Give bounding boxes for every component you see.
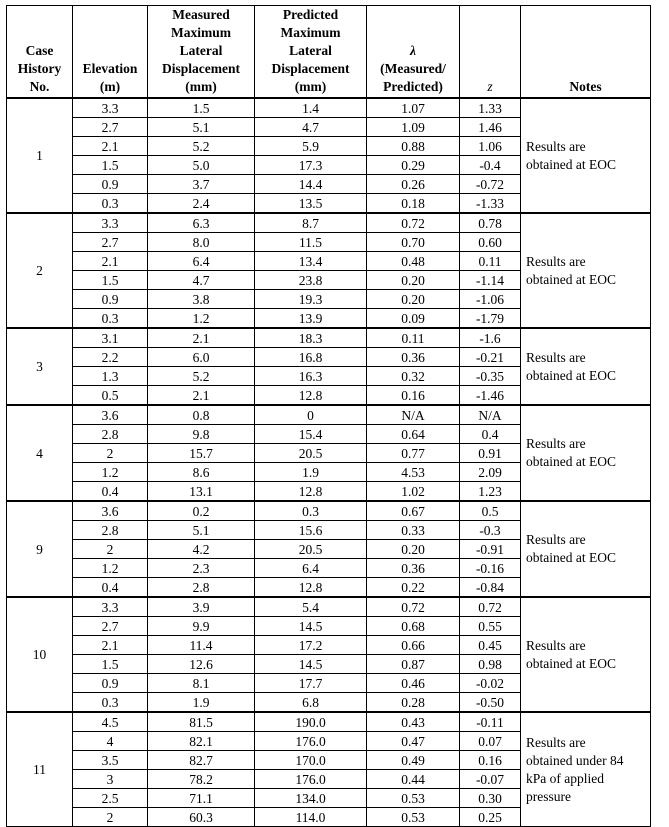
z-cell: -0.72 [460,175,521,194]
measured-cell: 8.1 [148,674,255,693]
z-cell: 1.06 [460,137,521,156]
z-cell: 0.16 [460,751,521,770]
notes-line: kPa of applied [526,770,604,786]
measured-cell: 9.9 [148,617,255,636]
elevation-cell: 0.3 [73,194,148,214]
lambda-cell: 0.68 [367,617,460,636]
measured-cell: 6.0 [148,348,255,367]
predicted-cell: 1.4 [255,98,367,118]
z-cell: -1.33 [460,194,521,214]
lambda-cell: 4.53 [367,463,460,482]
predicted-cell: 13.4 [255,252,367,271]
notes-cell [521,597,651,712]
lambda-cell: 0.20 [367,271,460,290]
notes-line: Results are [526,734,586,750]
lambda-cell: 0.18 [367,194,460,214]
case-number: 3 [7,328,73,405]
measured-cell: 60.3 [148,808,255,827]
elevation-cell: 1.3 [73,367,148,386]
measured-cell: 0.2 [148,501,255,521]
elevation-cell: 2.5 [73,789,148,808]
elevation-cell: 3.3 [73,597,148,617]
notes-line: obtained at EOC [526,655,616,671]
notes-line: Results are [526,138,586,154]
z-cell: -0.4 [460,156,521,175]
measured-cell: 4.7 [148,271,255,290]
measured-cell: 3.7 [148,175,255,194]
elevation-cell: 2.8 [73,425,148,444]
elevation-cell: 1.5 [73,271,148,290]
notes-line: pressure [526,788,571,804]
elevation-cell: 3.1 [73,328,148,348]
predicted-cell: 12.8 [255,482,367,502]
lambda-cell: 0.16 [367,386,460,406]
predicted-cell: 13.5 [255,194,367,214]
predicted-cell: 14.5 [255,655,367,674]
lambda-cell: 0.28 [367,693,460,713]
predicted-cell: 176.0 [255,732,367,751]
lambda-cell: 0.53 [367,789,460,808]
lambda-cell: 0.88 [367,137,460,156]
lambda-cell: 0.33 [367,521,460,540]
header-elevation: Elevation (m) [73,6,148,99]
measured-cell: 5.0 [148,156,255,175]
predicted-cell: 134.0 [255,789,367,808]
notes-cell [521,213,651,328]
notes-line: Results are [526,349,586,365]
lambda-cell: 0.43 [367,712,460,732]
z-cell: -0.02 [460,674,521,693]
z-cell: 0.98 [460,655,521,674]
elevation-cell: 2.2 [73,348,148,367]
lambda-cell: 0.66 [367,636,460,655]
measured-cell: 2.4 [148,194,255,214]
predicted-cell: 15.4 [255,425,367,444]
case-number: 9 [7,501,73,597]
notes-cell [521,98,651,213]
predicted-cell: 190.0 [255,712,367,732]
lambda-cell: 0.48 [367,252,460,271]
table-row [7,213,651,233]
case-number: 1 [7,98,73,213]
elevation-cell: 4 [73,732,148,751]
elevation-cell: 2.1 [73,137,148,156]
measured-cell: 5.2 [148,367,255,386]
lambda-cell: 0.72 [367,597,460,617]
z-cell: -0.21 [460,348,521,367]
measured-cell: 11.4 [148,636,255,655]
elevation-cell: 0.4 [73,482,148,502]
measured-cell: 2.8 [148,578,255,598]
notes-cell [521,501,651,597]
elevation-cell: 2.7 [73,118,148,137]
lambda-cell: 0.20 [367,540,460,559]
z-cell: -1.14 [460,271,521,290]
z-cell: -0.35 [460,367,521,386]
elevation-cell: 2 [73,444,148,463]
notes-cell [521,405,651,501]
z-cell: 0.45 [460,636,521,655]
lambda-cell: 0.09 [367,309,460,329]
measured-cell: 2.1 [148,386,255,406]
lambda-cell: 0.64 [367,425,460,444]
measured-cell: 78.2 [148,770,255,789]
z-cell: 0.60 [460,233,521,252]
predicted-cell: 170.0 [255,751,367,770]
elevation-cell: 3.3 [73,98,148,118]
notes-line: obtained at EOC [526,454,616,469]
predicted-cell: 12.8 [255,578,367,598]
elevation-cell: 2.7 [73,233,148,252]
lambda-cell: 1.07 [367,98,460,118]
elevation-cell: 0.9 [73,175,148,194]
z-cell: 1.23 [460,482,521,502]
header-measured: Measured Maximum Lateral Displacement (mm) [148,6,255,99]
case-number: 10 [7,597,73,712]
z-cell: 0.07 [460,732,521,751]
header-z: z [460,6,521,99]
z-cell: 0.4 [460,425,521,444]
elevation-cell: 2 [73,540,148,559]
z-cell: 0.5 [460,501,521,521]
predicted-cell: 6.4 [255,559,367,578]
z-cell: 0.25 [460,808,521,827]
measured-cell: 8.6 [148,463,255,482]
elevation-cell: 2 [73,808,148,827]
predicted-cell: 8.7 [255,213,367,233]
measured-cell: 8.0 [148,233,255,252]
notes-cell [521,712,651,827]
table-body [7,98,651,827]
lambda-cell: 0.29 [367,156,460,175]
table-row [7,501,651,521]
lambda-cell: 0.26 [367,175,460,194]
measured-cell: 3.8 [148,290,255,309]
z-cell: -1.6 [460,328,521,348]
measured-cell: 71.1 [148,789,255,808]
lambda-cell: 1.09 [367,118,460,137]
measured-cell: 3.9 [148,597,255,617]
z-cell: -1.06 [460,290,521,309]
lambda-cell: 0.32 [367,367,460,386]
header-case: Case History No. [7,6,73,99]
measured-cell: 9.8 [148,425,255,444]
lambda-cell: 0.44 [367,770,460,789]
measured-cell: 81.5 [148,712,255,732]
lambda-cell: 1.02 [367,482,460,502]
header-row [7,6,651,99]
notes-line: Results are [526,436,586,451]
lambda-cell: 0.77 [367,444,460,463]
table-row [7,328,651,348]
table-row [7,405,651,425]
predicted-cell: 17.2 [255,636,367,655]
predicted-cell: 6.8 [255,693,367,713]
notes-line: obtained at EOC [526,550,616,565]
lambda-cell: 0.20 [367,290,460,309]
lambda-cell: N/A [367,405,460,425]
header-notes: Notes [521,6,651,99]
predicted-cell: 16.3 [255,367,367,386]
notes-cell [521,328,651,405]
elevation-cell: 0.4 [73,578,148,598]
lambda-cell: 0.53 [367,808,460,827]
lambda-cell: 0.46 [367,674,460,693]
elevation-cell: 1.5 [73,655,148,674]
z-cell: N/A [460,405,521,425]
z-cell: 0.78 [460,213,521,233]
z-cell: 1.33 [460,98,521,118]
z-cell: -0.11 [460,712,521,732]
predicted-cell: 23.8 [255,271,367,290]
elevation-cell: 3.5 [73,751,148,770]
lambda-cell: 0.72 [367,213,460,233]
notes-line: Results are [526,637,586,653]
predicted-cell: 5.4 [255,597,367,617]
predicted-cell: 12.8 [255,386,367,406]
predicted-cell: 13.9 [255,309,367,329]
predicted-cell: 4.7 [255,118,367,137]
lambda-cell: 0.22 [367,578,460,598]
measured-cell: 2.3 [148,559,255,578]
measured-cell: 1.5 [148,98,255,118]
elevation-cell: 4.5 [73,712,148,732]
predicted-cell: 11.5 [255,233,367,252]
z-cell: -0.16 [460,559,521,578]
measured-cell: 13.1 [148,482,255,502]
elevation-cell: 1.2 [73,559,148,578]
elevation-cell: 3.6 [73,501,148,521]
measured-cell: 6.4 [148,252,255,271]
predicted-cell: 0.3 [255,501,367,521]
measured-cell: 4.2 [148,540,255,559]
case-number: 11 [7,712,73,827]
predicted-cell: 14.4 [255,175,367,194]
lambda-cell: 0.67 [367,501,460,521]
elevation-cell: 0.3 [73,309,148,329]
measured-cell: 1.2 [148,309,255,329]
z-cell: -1.46 [460,386,521,406]
displacement-table [6,5,651,827]
measured-cell: 5.2 [148,137,255,156]
measured-cell: 6.3 [148,213,255,233]
predicted-cell: 16.8 [255,348,367,367]
predicted-cell: 20.5 [255,540,367,559]
measured-cell: 82.1 [148,732,255,751]
z-cell: 2.09 [460,463,521,482]
z-cell: -0.91 [460,540,521,559]
z-cell: 0.91 [460,444,521,463]
z-cell: 0.30 [460,789,521,808]
elevation-cell: 0.9 [73,674,148,693]
z-cell: -0.3 [460,521,521,540]
notes-line: obtained at EOC [526,367,616,383]
predicted-cell: 17.7 [255,674,367,693]
predicted-cell: 18.3 [255,328,367,348]
lambda-cell: 0.70 [367,233,460,252]
predicted-cell: 114.0 [255,808,367,827]
header-lambda: λ (Measured/ Predicted) [367,6,460,99]
z-cell: -0.07 [460,770,521,789]
z-cell: 1.46 [460,118,521,137]
predicted-cell: 19.3 [255,290,367,309]
elevation-cell: 1.5 [73,156,148,175]
elevation-cell: 0.3 [73,693,148,713]
measured-cell: 5.1 [148,521,255,540]
elevation-cell: 2.8 [73,521,148,540]
predicted-cell: 0 [255,405,367,425]
z-cell: -0.50 [460,693,521,713]
measured-cell: 0.8 [148,405,255,425]
measured-cell: 15.7 [148,444,255,463]
lambda-cell: 0.36 [367,559,460,578]
case-number: 2 [7,213,73,328]
predicted-cell: 20.5 [255,444,367,463]
elevation-cell: 3 [73,770,148,789]
notes-line: obtained at EOC [526,271,616,287]
predicted-cell: 14.5 [255,617,367,636]
elevation-cell: 0.5 [73,386,148,406]
notes-line: Results are [526,253,586,269]
predicted-cell: 15.6 [255,521,367,540]
elevation-cell: 1.2 [73,463,148,482]
measured-cell: 2.1 [148,328,255,348]
lambda-cell: 0.87 [367,655,460,674]
predicted-cell: 17.3 [255,156,367,175]
lambda-cell: 0.49 [367,751,460,770]
measured-cell: 5.1 [148,118,255,137]
measured-cell: 12.6 [148,655,255,674]
predicted-cell: 1.9 [255,463,367,482]
notes-line: obtained under 84 [526,752,624,768]
z-cell: 0.72 [460,597,521,617]
elevation-cell: 2.1 [73,252,148,271]
lambda-cell: 0.36 [367,348,460,367]
elevation-cell: 0.9 [73,290,148,309]
table-row [7,712,651,732]
z-cell: -0.84 [460,578,521,598]
lambda-cell: 0.11 [367,328,460,348]
table-row [7,98,651,118]
notes-line: Results are [526,532,586,547]
z-cell: -1.79 [460,309,521,329]
elevation-cell: 2.1 [73,636,148,655]
measured-cell: 82.7 [148,751,255,770]
predicted-cell: 5.9 [255,137,367,156]
header-predicted: Predicted Maximum Lateral Displacement (mm) [255,6,367,99]
elevation-cell: 3.3 [73,213,148,233]
z-cell: 0.11 [460,252,521,271]
elevation-cell: 3.6 [73,405,148,425]
z-cell: 0.55 [460,617,521,636]
notes-line: obtained at EOC [526,156,616,172]
case-number: 4 [7,405,73,501]
measured-cell: 1.9 [148,693,255,713]
elevation-cell: 2.7 [73,617,148,636]
lambda-cell: 0.47 [367,732,460,751]
predicted-cell: 176.0 [255,770,367,789]
table-row [7,597,651,617]
